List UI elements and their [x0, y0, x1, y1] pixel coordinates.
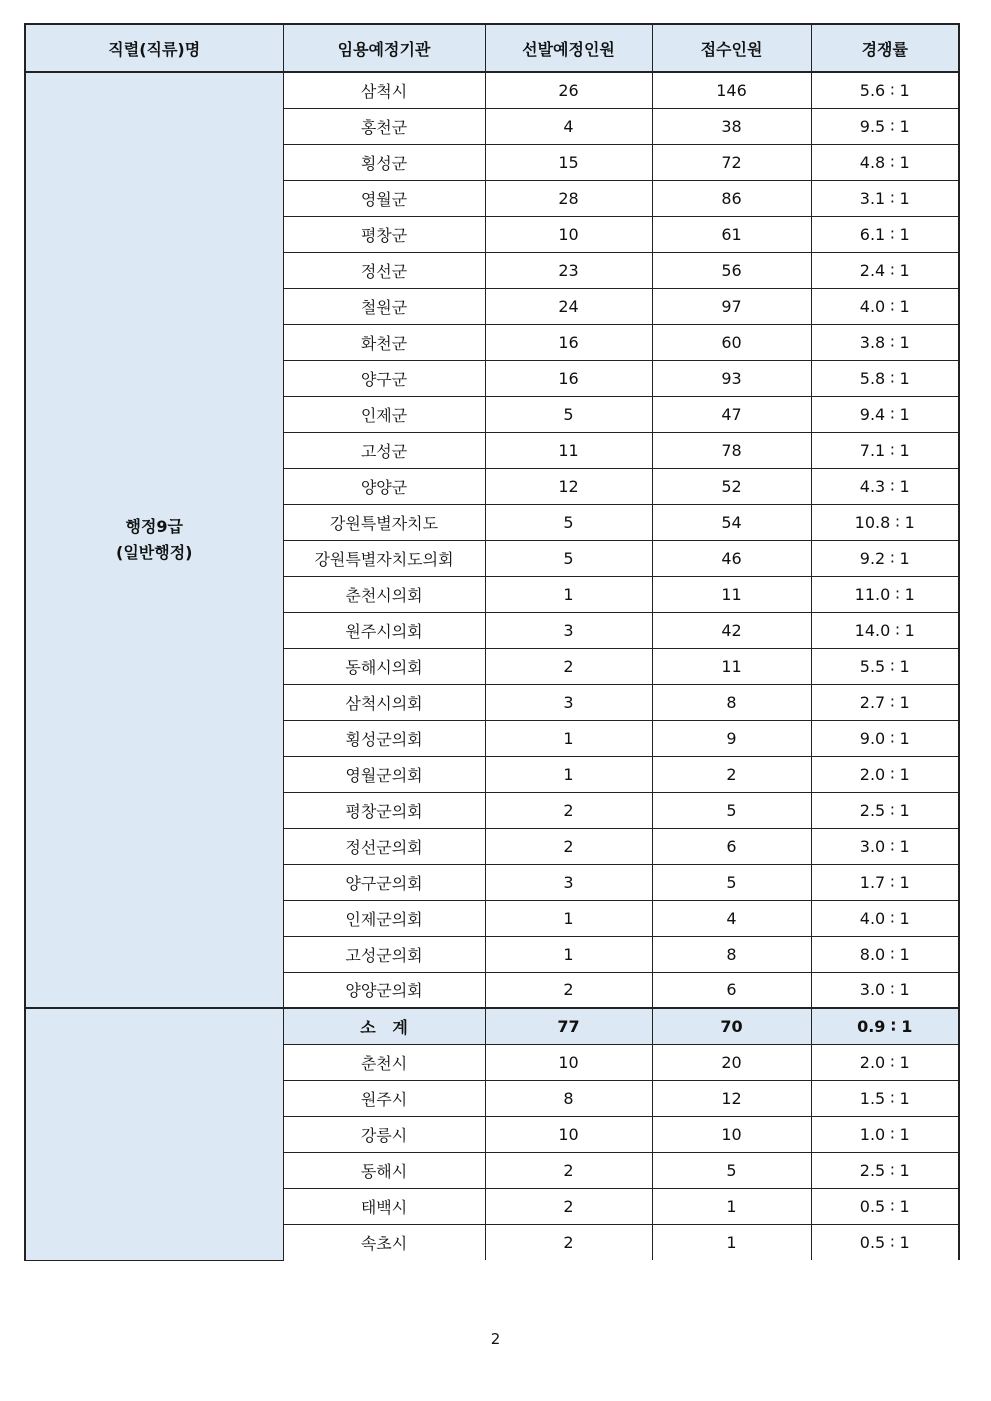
planned-cell: 10 [485, 216, 652, 252]
ratio-cell: 2.5 ∶ 1 [811, 792, 959, 828]
applicants-cell: 20 [652, 1044, 811, 1080]
planned-cell: 2 [485, 648, 652, 684]
applicants-cell: 146 [652, 72, 811, 108]
agency-cell: 인제군 [283, 396, 485, 432]
subtotal-row [25, 1008, 959, 1044]
applicants-cell: 11 [652, 576, 811, 612]
planned-cell: 2 [485, 972, 652, 1008]
agency-cell: 영월군 [283, 180, 485, 216]
agency-cell: 강원특별자치도 [283, 504, 485, 540]
ratio-cell: 2.0 ∶ 1 [811, 756, 959, 792]
planned-cell: 28 [485, 180, 652, 216]
applicants-cell: 11 [652, 648, 811, 684]
ratio-cell: 6.1 ∶ 1 [811, 216, 959, 252]
agency-cell: 홍천군 [283, 108, 485, 144]
planned-cell: 26 [485, 72, 652, 108]
ratio-cell: 14.0 ∶ 1 [811, 612, 959, 648]
agency-cell: 소 계 [283, 1008, 485, 1044]
agency-cell: 삼척시의회 [283, 684, 485, 720]
ratio-cell: 4.8 ∶ 1 [811, 144, 959, 180]
agency-cell: 춘천시의회 [283, 576, 485, 612]
agency-cell: 고성군 [283, 432, 485, 468]
applicants-cell: 6 [652, 828, 811, 864]
applicants-cell: 72 [652, 144, 811, 180]
applicants-cell: 60 [652, 324, 811, 360]
ratio-cell: 11.0 ∶ 1 [811, 576, 959, 612]
planned-cell: 1 [485, 900, 652, 936]
agency-cell: 양구군의회 [283, 864, 485, 900]
applicants-cell: 1 [652, 1224, 811, 1260]
page-number: 2 [490, 1330, 501, 1348]
planned-cell: 16 [485, 360, 652, 396]
applicants-cell: 9 [652, 720, 811, 756]
applicants-cell: 5 [652, 1152, 811, 1188]
planned-cell: 10 [485, 1044, 652, 1080]
ratio-cell: 0.5 ∶ 1 [811, 1188, 959, 1224]
agency-cell: 태백시 [283, 1188, 485, 1224]
ratio-cell: 4.0 ∶ 1 [811, 288, 959, 324]
column-header-planned: 선발예정인원 [485, 24, 652, 72]
column-header-agency: 임용예정기관 [283, 24, 485, 72]
ratio-cell: 3.1 ∶ 1 [811, 180, 959, 216]
ratio-cell: 4.0 ∶ 1 [811, 900, 959, 936]
column-header-applicants: 접수인원 [652, 24, 811, 72]
planned-cell: 12 [485, 468, 652, 504]
agency-cell: 강원특별자치도의회 [283, 540, 485, 576]
planned-cell: 2 [485, 828, 652, 864]
applicants-cell: 8 [652, 684, 811, 720]
applicants-cell: 6 [652, 972, 811, 1008]
agency-cell: 평창군의회 [283, 792, 485, 828]
planned-cell: 5 [485, 504, 652, 540]
ratio-cell: 2.4 ∶ 1 [811, 252, 959, 288]
agency-cell: 인제군의회 [283, 900, 485, 936]
agency-cell: 양양군 [283, 468, 485, 504]
applicants-cell: 5 [652, 792, 811, 828]
planned-cell: 3 [485, 864, 652, 900]
applicants-cell: 78 [652, 432, 811, 468]
agency-cell: 속초시 [283, 1224, 485, 1260]
agency-cell: 정선군 [283, 252, 485, 288]
agency-cell: 동해시 [283, 1152, 485, 1188]
ratio-cell: 5.8 ∶ 1 [811, 360, 959, 396]
planned-cell: 15 [485, 144, 652, 180]
ratio-cell: 10.8 ∶ 1 [811, 504, 959, 540]
table-header-row [25, 24, 959, 72]
ratio-cell: 5.5 ∶ 1 [811, 648, 959, 684]
agency-cell: 횡성군의회 [283, 720, 485, 756]
applicants-cell: 97 [652, 288, 811, 324]
ratio-cell: 4.3 ∶ 1 [811, 468, 959, 504]
agency-cell: 양구군 [283, 360, 485, 396]
planned-cell: 8 [485, 1080, 652, 1116]
applicants-cell: 42 [652, 612, 811, 648]
planned-cell: 11 [485, 432, 652, 468]
planned-cell: 5 [485, 540, 652, 576]
agency-cell: 양양군의회 [283, 972, 485, 1008]
ratio-cell: 1.0 ∶ 1 [811, 1116, 959, 1152]
planned-cell: 2 [485, 1224, 652, 1260]
ratio-cell: 9.4 ∶ 1 [811, 396, 959, 432]
applicants-cell: 12 [652, 1080, 811, 1116]
agency-cell: 원주시의회 [283, 612, 485, 648]
planned-cell: 23 [485, 252, 652, 288]
agency-cell: 화천군 [283, 324, 485, 360]
applicants-cell: 46 [652, 540, 811, 576]
applicants-cell: 10 [652, 1116, 811, 1152]
ratio-cell: 3.0 ∶ 1 [811, 972, 959, 1008]
ratio-cell: 0.5 ∶ 1 [811, 1224, 959, 1260]
agency-cell: 강릉시 [283, 1116, 485, 1152]
ratio-cell: 9.2 ∶ 1 [811, 540, 959, 576]
agency-cell: 동해시의회 [283, 648, 485, 684]
planned-cell: 4 [485, 108, 652, 144]
table-row [25, 72, 959, 108]
applicants-cell: 1 [652, 1188, 811, 1224]
applicants-cell: 56 [652, 252, 811, 288]
planned-cell: 3 [485, 684, 652, 720]
applicants-cell: 70 [652, 1008, 811, 1044]
ratio-cell: 9.0 ∶ 1 [811, 720, 959, 756]
ratio-cell: 2.5 ∶ 1 [811, 1152, 959, 1188]
ratio-cell: 9.5 ∶ 1 [811, 108, 959, 144]
applicants-cell: 4 [652, 900, 811, 936]
planned-cell: 1 [485, 936, 652, 972]
agency-cell: 고성군의회 [283, 936, 485, 972]
agency-cell: 춘천시 [283, 1044, 485, 1080]
applicants-cell: 61 [652, 216, 811, 252]
applicants-cell: 2 [652, 756, 811, 792]
planned-cell: 24 [485, 288, 652, 324]
planned-cell: 5 [485, 396, 652, 432]
agency-cell: 영월군의회 [283, 756, 485, 792]
agency-cell: 철원군 [283, 288, 485, 324]
applicants-cell: 5 [652, 864, 811, 900]
applicants-cell: 86 [652, 180, 811, 216]
ratio-cell: 3.8 ∶ 1 [811, 324, 959, 360]
ratio-cell: 1.5 ∶ 1 [811, 1080, 959, 1116]
ratio-cell: 8.0 ∶ 1 [811, 936, 959, 972]
applicants-cell: 38 [652, 108, 811, 144]
ratio-cell: 0.9 ∶ 1 [811, 1008, 959, 1044]
planned-cell: 77 [485, 1008, 652, 1044]
applicants-cell: 52 [652, 468, 811, 504]
planned-cell: 2 [485, 1152, 652, 1188]
agency-cell: 평창군 [283, 216, 485, 252]
planned-cell: 1 [485, 720, 652, 756]
recruitment-table [24, 23, 960, 1261]
column-header-series: 직렬(직류)명 [25, 24, 283, 72]
category-cell: 행정9급 (일반행정) [25, 72, 283, 1008]
planned-cell: 2 [485, 792, 652, 828]
applicants-cell: 93 [652, 360, 811, 396]
applicants-cell: 47 [652, 396, 811, 432]
ratio-cell: 2.7 ∶ 1 [811, 684, 959, 720]
planned-cell: 1 [485, 576, 652, 612]
planned-cell: 10 [485, 1116, 652, 1152]
agency-cell: 원주시 [283, 1080, 485, 1116]
applicants-cell: 8 [652, 936, 811, 972]
applicants-cell: 54 [652, 504, 811, 540]
planned-cell: 1 [485, 756, 652, 792]
ratio-cell: 2.0 ∶ 1 [811, 1044, 959, 1080]
column-header-ratio: 경쟁률 [811, 24, 959, 72]
ratio-cell: 1.7 ∶ 1 [811, 864, 959, 900]
agency-cell: 삼척시 [283, 72, 485, 108]
planned-cell: 2 [485, 1188, 652, 1224]
planned-cell: 16 [485, 324, 652, 360]
planned-cell: 3 [485, 612, 652, 648]
ratio-cell: 3.0 ∶ 1 [811, 828, 959, 864]
category-cell [25, 1008, 283, 1260]
ratio-cell: 5.6 ∶ 1 [811, 72, 959, 108]
agency-cell: 정선군의회 [283, 828, 485, 864]
ratio-cell: 7.1 ∶ 1 [811, 432, 959, 468]
agency-cell: 횡성군 [283, 144, 485, 180]
